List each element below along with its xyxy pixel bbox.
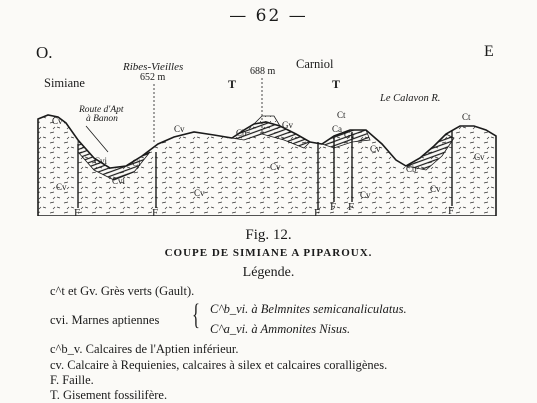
unit-label-cvi-b: Cb (406, 164, 417, 174)
fault-label: F (348, 201, 355, 213)
unit-label-gv: Gv (344, 130, 355, 140)
place-ribes-vieilles: Ribes-Vieilles (123, 61, 184, 73)
east-label: E (484, 43, 494, 60)
figure-title: COUPE DE SIMIANE A PIPAROUX. (164, 247, 373, 259)
unit-label-cvi-a: Ca (332, 124, 342, 134)
unit-label-cv: Cv (56, 182, 67, 192)
unit-label-cvi: Cvi (94, 156, 108, 166)
fault-label: F (330, 201, 337, 213)
route-apt-pointer (86, 126, 108, 152)
unit-label-cv: Cv (194, 188, 205, 198)
west-label: O. (36, 43, 53, 62)
unit-label-ci: Ci (132, 158, 141, 168)
unit-label-cv: Cv (430, 184, 441, 194)
altitude-652: 652 m (140, 72, 166, 83)
legend-line-gisement: T. Gisement fossilifère. (50, 388, 168, 402)
legend-line-gault: c^t et Gv. Grès verts (Gault). (50, 284, 195, 298)
unit-label-cv: Cv (370, 144, 381, 154)
fault-label: F (152, 207, 159, 216)
place-simiane: Simiane (44, 76, 85, 90)
legend-line-requienies: cv. Calcaire à Requienies, calcaires à silex et calcaires coralligènes. (50, 358, 388, 372)
unit-label-cv: Cv (474, 152, 485, 162)
unit-label-cv: Cv (174, 124, 185, 134)
fault-label: F (314, 207, 321, 216)
geological-section-figure (34, 40, 504, 216)
legend-brace: { (192, 298, 200, 331)
legend-line-faille: F. Faille. (50, 373, 94, 387)
unit-label-ct: Ct (462, 112, 471, 122)
route-apt-line2: à Banon (86, 114, 118, 124)
page-number: — 62 — (229, 6, 308, 26)
unit-label-gv: Gv (282, 120, 293, 130)
place-le-calavon: Le Calavon R. (380, 93, 441, 104)
legend-line-belemnites: C^b_vi. à Belmnites semicanaliculatus. (210, 302, 407, 316)
route-apt-line1: Route d'Apt (79, 105, 124, 115)
figure-caption: Fig. 12. (245, 227, 292, 243)
unit-label-cv: Cv (52, 116, 63, 126)
legend-line-marnes-aptiennes: cvi. Marnes aptiennes (50, 313, 160, 327)
unit-label-cv: Cv (270, 162, 281, 172)
altitude-688: 688 m (250, 66, 276, 77)
legend-heading: Légende. (242, 265, 295, 280)
legend-line-ammonites: C^a_vi. à Ammonites Nisus. (210, 322, 351, 336)
unit-label-cvi-b: Cb (236, 128, 247, 138)
fault-label: F (74, 207, 81, 216)
fault-label: F (448, 205, 455, 216)
unit-label-cvi: Cvi (112, 176, 126, 186)
fossil-site-mark: T (332, 77, 341, 91)
fossil-site-mark: T (228, 77, 237, 91)
place-carniol: Carniol (296, 57, 334, 71)
unit-label-cv: Cv (360, 190, 371, 200)
legend-line-aptien-inferieur: c^b_v. Calcaires de l'Aptien inférieur. (50, 342, 239, 356)
unit-label-ct: Ct (337, 110, 346, 120)
